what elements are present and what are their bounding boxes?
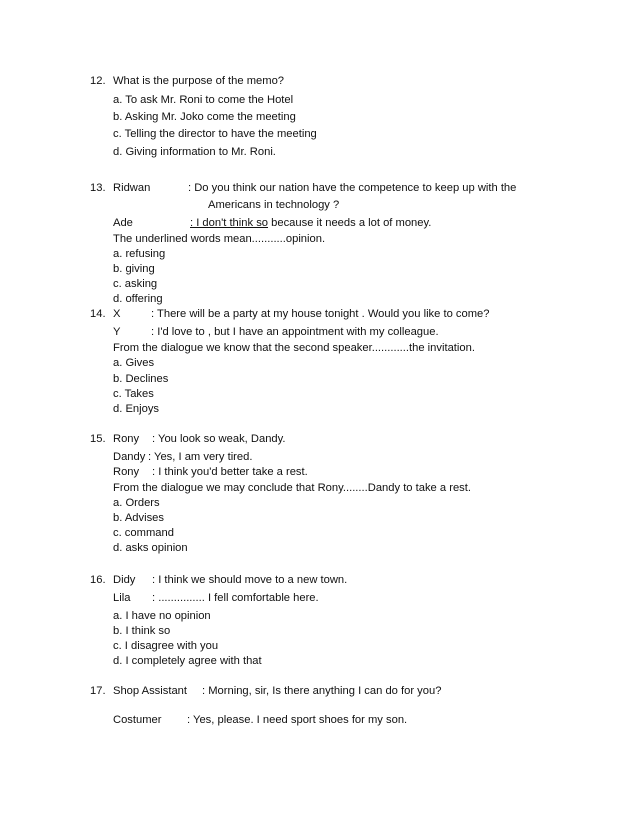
speaker-name: Y xyxy=(113,326,121,338)
dialogue-line-rest: because it needs a lot of money. xyxy=(268,217,432,229)
dialogue-line: : I think we should move to a new town. xyxy=(152,574,348,586)
option-d: d. Giving information to Mr. Roni. xyxy=(113,146,276,158)
dialogue-line: : Yes, I am very tired. xyxy=(148,451,253,463)
question-text: What is the purpose of the memo? xyxy=(113,75,285,87)
question-number: 17. xyxy=(90,685,106,697)
option-c: c. command xyxy=(113,527,174,539)
option-c: c. asking xyxy=(113,278,158,290)
option-b: b. Advises xyxy=(113,512,164,524)
dialogue-line: : Yes, please. I need sport shoes for my son. xyxy=(187,714,408,726)
question-prompt: From the dialogue we may conclude that Rony........Dandy to take a rest. xyxy=(113,482,471,494)
dialogue-line xyxy=(190,216,431,231)
option-b: b. giving xyxy=(113,263,155,275)
speaker-name: Ridwan xyxy=(113,182,151,194)
speaker-name: Didy xyxy=(113,574,136,586)
question-number: 16. xyxy=(90,574,106,586)
question-number: 15. xyxy=(90,433,106,445)
option-b: b. Declines xyxy=(113,373,169,385)
dialogue-line: : I'd love to , but I have an appointment with my colleague. xyxy=(151,326,439,338)
option-b: b. Asking Mr. Joko come the meeting xyxy=(113,111,296,123)
question-number: 12. xyxy=(90,75,106,87)
speaker-name: Ade xyxy=(113,217,133,229)
speaker-name: X xyxy=(113,308,121,320)
option-a: a. refusing xyxy=(113,248,166,260)
dialogue-line: : Do you think our nation have the competence to keep up with the xyxy=(188,182,517,194)
option-c: c. Takes xyxy=(113,388,154,400)
option-a: a. To ask Mr. Roni to come the Hotel xyxy=(113,94,294,106)
question-prompt: From the dialogue we know that the second speaker............the invitation. xyxy=(113,342,475,354)
speaker-name: Lila xyxy=(113,592,131,604)
dialogue-line: : I think you'd better take a rest. xyxy=(152,466,308,478)
speaker-name: Rony xyxy=(113,433,140,445)
option-d: d. asks opinion xyxy=(113,542,188,554)
dialogue-line: : You look so weak, Dandy. xyxy=(152,433,286,445)
underlined-phrase: : I don't think so xyxy=(190,217,269,229)
question-number: 13. xyxy=(90,182,106,194)
question-number: 14. xyxy=(90,308,106,320)
speaker-name: Costumer xyxy=(113,714,162,726)
option-c: c. Telling the director to have the meeting xyxy=(113,128,317,140)
dialogue-line: : Morning, sir, Is there anything I can do for you? xyxy=(202,685,442,697)
option-b: b. I think so xyxy=(113,625,171,637)
speaker-name: Rony xyxy=(113,466,140,478)
speaker-name: Shop Assistant xyxy=(113,685,188,697)
speaker-name: Dandy xyxy=(113,451,146,463)
dialogue-line: : There will be a party at my house tonight . Would you like to come? xyxy=(151,308,490,320)
dialogue-line: : ............... I fell comfortable here. xyxy=(152,592,319,604)
question-prompt: The underlined words mean...........opinion. xyxy=(113,233,326,245)
option-a: a. Orders xyxy=(113,497,160,509)
option-a: a. Gives xyxy=(113,357,155,369)
option-c: c. I disagree with you xyxy=(113,640,219,652)
option-a: a. I have no opinion xyxy=(113,610,211,622)
option-d: d. Enjoys xyxy=(113,403,160,415)
option-d: d. offering xyxy=(113,293,163,305)
dialogue-line-continued: Americans in technology ? xyxy=(208,199,340,211)
option-d: d. I completely agree with that xyxy=(113,655,262,667)
